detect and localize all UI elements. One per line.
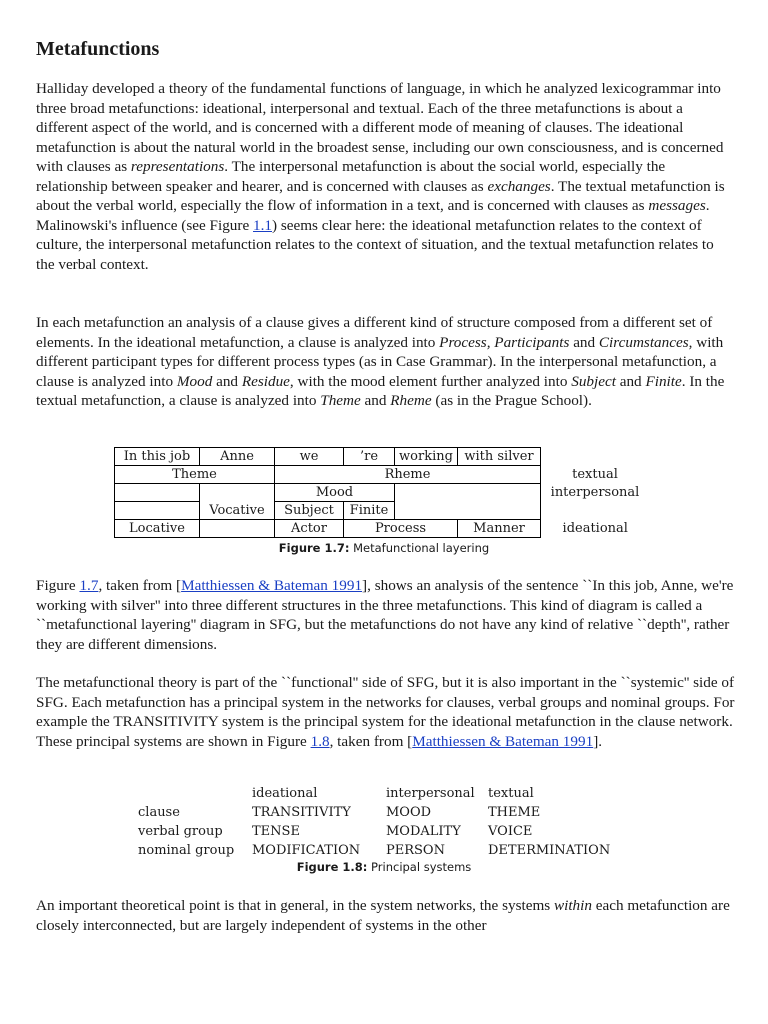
text-run: . The textual metafunction is about the verbal world, especially the flow of information in a text, and is concerned with clauses as (36, 177, 725, 214)
text-run: ], shows an analysis of the sentence ``In this job, Anne, we're working with silver'' into three different structures in the three metafunctions. This kind of diagram is called a ``metafunctional layering'' diagram in SFG, but the metafunctions do not have any kind of relative ``depth'', rather they are different dimensions. (36, 577, 734, 653)
figure-1-8-link[interactable]: 1.8 (310, 732, 330, 750)
principal-systems-table (134, 784, 614, 860)
page-title: Metafunctions (36, 38, 160, 60)
table-cell: working (395, 448, 458, 466)
table-cell: MODALITY (386, 824, 461, 839)
locative-cell: Locative (115, 520, 200, 538)
caption-text: Principal systems (367, 860, 472, 874)
text-run: and (360, 392, 391, 409)
text-run: each metafunction are closely interconnected, but are largely independent of systems in the other (36, 897, 730, 934)
table-cell: Anne (200, 448, 275, 466)
table-cell: TRANSITIVITY (252, 805, 351, 820)
table-cell: THEME (488, 805, 541, 820)
table-cell: clause (138, 805, 180, 820)
text-run: Figure (36, 577, 80, 594)
table-row (115, 448, 650, 466)
table-cell: PERSON (386, 843, 445, 858)
table-cell (541, 448, 650, 466)
table-header: textual (488, 786, 534, 801)
text-run: . The interpersonal metafunction is about the social world, especially the relationship between speaker and hearer, and is concerned with clauses as (36, 158, 666, 195)
table-row (115, 484, 650, 502)
table-cell: TENSE (252, 824, 300, 839)
table-cell: In this job (115, 448, 200, 466)
actor-cell: Actor (275, 520, 344, 538)
emphasis: exchanges (487, 177, 551, 195)
text-run: ) seems clear here: the ideational metafunction relates to the context of culture, the interpersonal metafunction relates to the context of situation, and the textual metafunction relates to the verbal context. (36, 216, 714, 273)
emphasis: Rheme (390, 392, 432, 409)
layer-label-ideational: ideational (562, 521, 628, 536)
text-run: and (615, 372, 646, 390)
mood-cell: Mood (275, 484, 395, 502)
table-cell: MOOD (386, 805, 432, 820)
emphasis: Circumstances (598, 333, 689, 351)
table-row (134, 803, 614, 822)
paragraph-intro (36, 79, 736, 274)
text-run: Halliday developed a theory of the fundamental functions of language, in which he analyzed lexicogrammar into three broad metafunctions: ideational, interpersonal and textual. Each of the three metafunctions is about a different aspect of the world, and is concerned with a different mode of meaning of clauses. The ideational metafunction is about the natural world in the broadest sense, including our own consciousness, and is concerned with clauses as (36, 80, 724, 175)
table-row (115, 520, 650, 538)
table-cell: we (275, 448, 344, 466)
table-cell (200, 520, 275, 538)
figure-1-7-link[interactable]: 1.7 (79, 577, 99, 594)
table-header: interpersonal (386, 786, 475, 801)
table-row (115, 466, 650, 484)
figure-1-1-link[interactable]: 1.1 (253, 216, 272, 234)
emphasis: Process, Participants (439, 333, 570, 351)
paragraph-figure-explanation (36, 576, 736, 654)
table-cell (541, 502, 650, 520)
table-cell (115, 484, 200, 502)
table-cell: DETERMINATION (488, 843, 611, 858)
rheme-cell: Rheme (275, 466, 541, 484)
emphasis: Mood (176, 372, 213, 390)
caption-text: Metafunctional layering (349, 541, 490, 555)
text-run: ]. (593, 732, 603, 750)
text-run: , with the mood element further analyzed into (289, 372, 572, 390)
process-cell: Process (344, 520, 458, 538)
text-run: and (569, 333, 599, 351)
emphasis: messages (648, 197, 706, 214)
table-header-row (134, 784, 614, 803)
table-cell (395, 484, 541, 520)
text-run: and (212, 372, 242, 390)
paragraph-systemic (36, 673, 736, 751)
table-row (115, 502, 650, 520)
text-run: , taken from [ (98, 577, 182, 594)
finite-cell: Finite (344, 502, 395, 520)
paragraph-structures (36, 313, 736, 411)
text-run: , taken from [ (329, 732, 413, 750)
caption-label: Figure 1.7: (278, 541, 350, 555)
emphasis: Subject (571, 372, 616, 390)
figure-1-8-caption (0, 860, 768, 874)
emphasis: Finite (645, 372, 682, 390)
table-cell (115, 502, 200, 520)
subject-cell: Subject (275, 502, 344, 520)
caption-label: Figure 1.8: (296, 860, 368, 874)
table-row (134, 841, 614, 860)
layer-label-textual: textual (572, 467, 618, 482)
theme-cell: Theme (115, 466, 275, 484)
emphasis: Residue (241, 372, 290, 390)
text-run: The metafunctional theory is part of the ``functional'' side of SFG, but it is also important in the ``systemic'' side of SFG. Each metafunction has a principal system in the networks for clauses, verbal groups and nominal groups. For example the TRANSITIVITY system is the principal system for the ideational metafunction in the clause network. These principal systems are shown in Figure (36, 674, 735, 750)
table-cell: MODIFICATION (252, 843, 361, 858)
table-cell: with silver (458, 448, 541, 466)
citation-link[interactable]: Matthiessen & Bateman 1991 (181, 577, 363, 594)
emphasis: within (553, 897, 592, 914)
text-run: An important theoretical point is that in general, in the system networks, the systems (36, 897, 554, 914)
paragraph-theoretical-point (36, 896, 736, 935)
text-run: (as in the Prague School). (431, 392, 592, 409)
vocative-cell: Vocative (200, 484, 275, 520)
table-header (134, 784, 248, 803)
text-run: In each metafunction an analysis of a clause gives a different kind of structure composed from a different set of elements. In the ideational metafunction, a clause is analyzed into (36, 314, 713, 351)
emphasis: representations (130, 158, 225, 175)
table-cell: VOICE (488, 824, 533, 839)
layer-label-interpersonal: interpersonal (550, 485, 640, 500)
text-run: . In the textual metafunction, a clause is analyzed into (36, 372, 725, 409)
table-cell: ’re (344, 448, 395, 466)
table-cell: nominal group (138, 843, 235, 858)
figure-1-7-caption (0, 541, 768, 555)
manner-cell: Manner (458, 520, 541, 538)
text-run: , with different participant types for different process types (as in Case Grammar). In the interpersonal metafunction, a clause is analyzed into (36, 333, 724, 390)
table-header: ideational (252, 786, 318, 801)
metafunctional-layering-table (114, 447, 650, 538)
emphasis: Theme (320, 392, 361, 409)
table-row (134, 822, 614, 841)
table-cell: verbal group (138, 824, 223, 839)
text-run: . Malinowski's influence (see Figure (36, 197, 710, 234)
citation-link[interactable]: Matthiessen & Bateman 1991 (412, 732, 594, 750)
